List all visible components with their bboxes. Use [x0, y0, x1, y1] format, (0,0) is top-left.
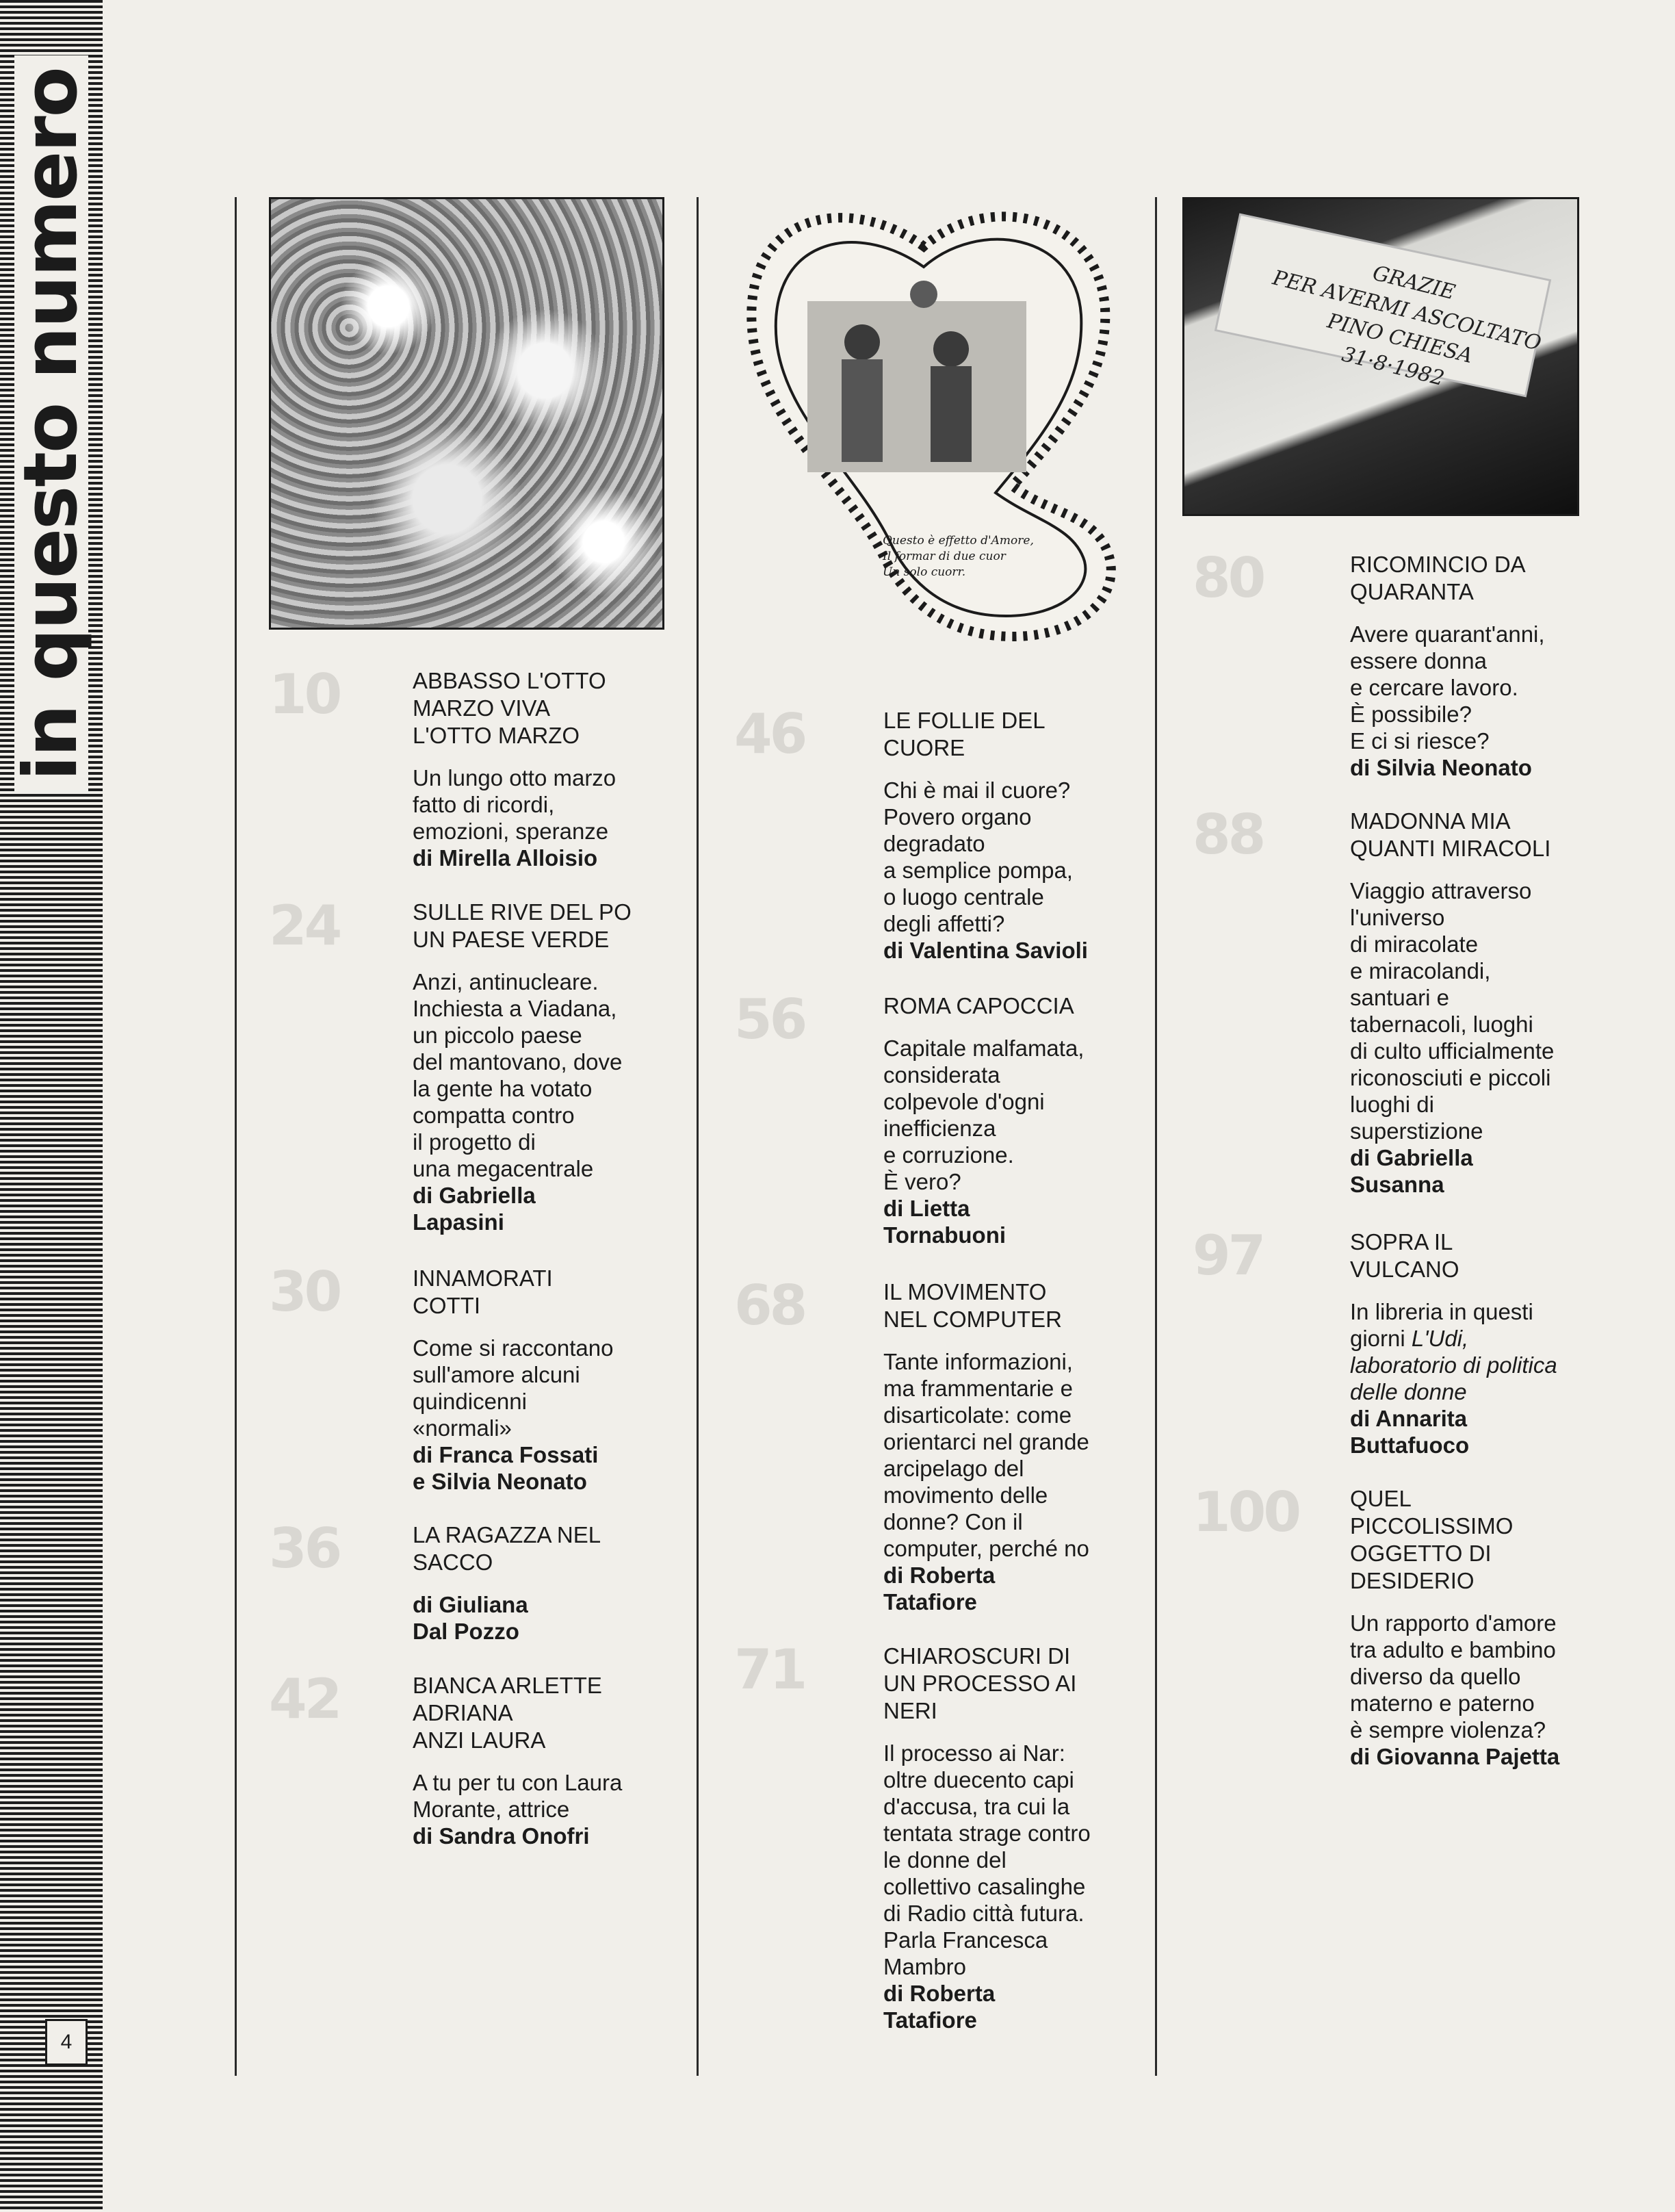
article-title: CHIAROSCURI DI UN PROCESSO AI NERI — [883, 1643, 1077, 1723]
toc-entry[interactable] — [413, 667, 673, 871]
article-author: di Silvia Neonato — [1350, 755, 1532, 780]
column-rule-middle — [697, 197, 699, 2076]
article-title: MADONNA MIA QUANTI MIRACOLI — [1350, 808, 1551, 861]
toc-entry[interactable] — [413, 899, 673, 1235]
article-summary — [1350, 1298, 1610, 1405]
section-title: in questo numero — [14, 55, 88, 793]
article-title: SOPRA IL VULCANO — [1350, 1229, 1459, 1282]
summary-text: In libreria in questi giorni — [1350, 1299, 1533, 1351]
page-ref-71: 71 — [734, 1638, 805, 1701]
article-summary: Viaggio attraverso l'universo di miracolate e miracolandi, santuari e tabernacoli, luoghi di culto ufficialmente riconosciuti e piccoli luoghi di superstizione — [1350, 878, 1555, 1144]
article-author: di Roberta Tatafiore — [883, 1562, 996, 1615]
page-number: 4 — [45, 2019, 88, 2066]
toc-entry[interactable] — [883, 1643, 1143, 2033]
article-author: di Sandra Onofri — [413, 1823, 590, 1849]
toc-entry[interactable] — [1350, 808, 1610, 1198]
article-summary: Tante informazioni, ma frammentarie e disarticolate: come orientarci nel grande arcipelago del movimento delle donne? Con il computer, perché no — [883, 1349, 1089, 1561]
article-title: BIANCA ARLETTE ADRIANA ANZI LAURA — [413, 1673, 602, 1753]
article-author: di Gabriella Lapasini — [413, 1183, 536, 1235]
article-author: di Mirella Alloisio — [413, 845, 598, 871]
page-ref-97: 97 — [1193, 1224, 1264, 1287]
article-title: LA RAGAZZA NEL SACCO — [413, 1522, 601, 1575]
toc-entry[interactable] — [1350, 1229, 1610, 1458]
svg-text:Il formar di due cuor: Il formar di due cuor — [883, 550, 1006, 563]
book-title: L'Udi, laboratorio di politica delle donne — [1350, 1326, 1557, 1404]
article-title: INNAMORATI COTTI — [413, 1265, 553, 1318]
gravestone-inscription: GRAZIE PER AVERMI ASCOLTATO PINO CHIESA 31·8·1982 — [1270, 261, 1544, 391]
article-title: ROMA CAPOCCIA — [883, 993, 1074, 1018]
article-author: di Valentina Savioli — [883, 938, 1088, 963]
article-summary: Anzi, antinucleare. Inchiesta a Viadana, un piccolo paese del mantovano, dove la gente ha votato compatta contro il progetto di una megacentrale — [413, 969, 623, 1181]
page-ref-80: 80 — [1193, 546, 1264, 610]
toc-entry[interactable] — [413, 1672, 673, 1849]
article-summary: Il processo ai Nar: oltre duecento capi d'accusa, tra cui la tentata strage contro le donne del collettivo casalinghe di Radio città futura. Parla Francesca Mambro — [883, 1740, 1091, 1979]
page-ref-88: 88 — [1193, 803, 1264, 866]
page-ref-30: 30 — [269, 1260, 340, 1324]
article-title: IL MOVIMENTO NEL COMPUTER — [883, 1279, 1062, 1332]
article-author: di Gabriella Susanna — [1350, 1145, 1473, 1197]
article-author: di Roberta Tatafiore — [883, 1981, 996, 2033]
article-summary: Un lungo otto marzo fatto di ricordi, emozioni, speranze — [413, 765, 616, 844]
toc-entry[interactable] — [1350, 551, 1610, 781]
article-title: SULLE RIVE DEL PO UN PAESE VERDE — [413, 899, 632, 952]
page-ref-56: 56 — [734, 988, 805, 1051]
toc-entry[interactable] — [883, 1278, 1143, 1615]
article-summary: Avere quarant'anni, essere donna e cercare lavoro. È possibile? E ci si riesce? — [1350, 621, 1545, 754]
article-summary: A tu per tu con Laura Morante, attrice — [413, 1770, 623, 1822]
page-ref-36: 36 — [269, 1517, 340, 1580]
article-summary: Un rapporto d'amore tra adulto e bambino diverso da quello materno e paterno è sempre violenza? — [1350, 1610, 1557, 1742]
page-ref-46: 46 — [734, 702, 805, 766]
svg-text:Questo è effetto d'Amore,: Questo è effetto d'Amore, — [883, 534, 1034, 548]
column-rule-right — [1155, 197, 1157, 2076]
article-title: ABBASSO L'OTTO MARZO VIVA L'OTTO MARZO — [413, 668, 606, 748]
article-summary: Capitale malfamata, considerata colpevole d'ogni inefficienza e corruzione. È vero? — [883, 1036, 1085, 1194]
toc-entry[interactable] — [883, 992, 1143, 1248]
page-ref-10: 10 — [269, 663, 340, 726]
svg-text:Un solo cuorr.: Un solo cuorr. — [883, 565, 966, 579]
article-author: di Lietta Tornabuoni — [883, 1196, 1007, 1248]
sidebar-stripe — [0, 0, 103, 2212]
mimosa-photo — [269, 197, 664, 630]
toc-entry[interactable] — [413, 1265, 673, 1495]
column-rule-left — [235, 197, 237, 2076]
article-summary: Chi è mai il cuore? Povero organo degradato a semplice pompa, o luogo centrale degli affetti? — [883, 777, 1073, 936]
article-author: di Franca Fossati e Silvia Neonato — [413, 1442, 599, 1494]
heart-vignette-illustration — [725, 198, 1122, 650]
toc-entry[interactable] — [1350, 1485, 1610, 1770]
toc-entry[interactable] — [883, 707, 1143, 964]
article-author: di Giuliana Dal Pozzo — [413, 1592, 528, 1644]
gravestone-photo — [1182, 197, 1579, 516]
article-title: RICOMINCIO DA QUARANTA — [1350, 552, 1526, 604]
page-ref-68: 68 — [734, 1274, 805, 1337]
article-author: di Annarita Buttafuoco — [1350, 1406, 1470, 1458]
article-summary: Come si raccontano sull'amore alcuni quindicenni «normali» — [413, 1335, 614, 1441]
article-title: QUEL PICCOLISSIMO OGGETTO DI DESIDERIO — [1350, 1486, 1514, 1593]
article-title: LE FOLLIE DEL CUORE — [883, 708, 1046, 760]
page-ref-42: 42 — [269, 1667, 340, 1731]
toc-entry[interactable] — [413, 1521, 673, 1645]
page-ref-24: 24 — [269, 894, 340, 957]
page-ref-100: 100 — [1193, 1480, 1299, 1544]
article-author: di Giovanna Pajetta — [1350, 1744, 1560, 1769]
